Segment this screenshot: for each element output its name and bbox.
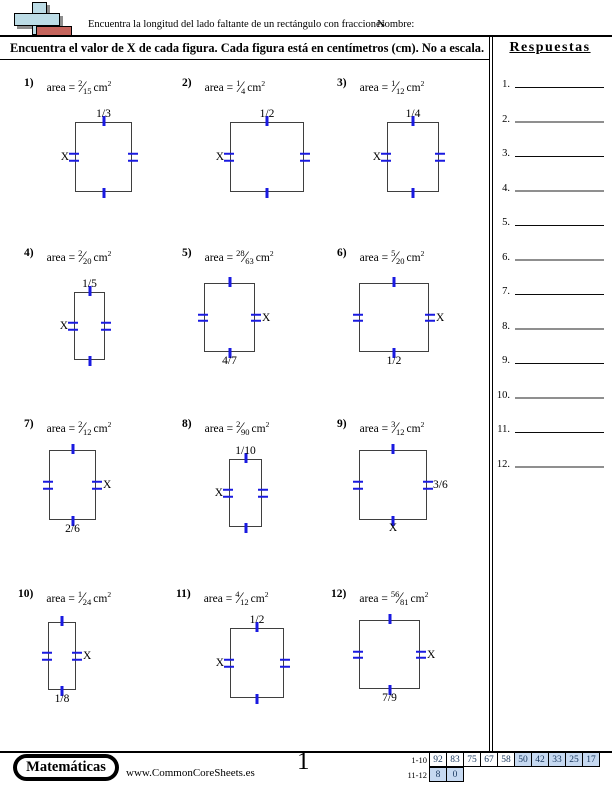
answer-number: 4. [502,183,510,194]
problem-3-header [337,78,424,97]
x-label: X [372,151,381,163]
double-tick-icon [251,313,261,322]
answer-blank-line[interactable] [515,328,604,330]
score-cell: 17 [582,752,600,767]
answer-row-5 [492,217,604,228]
x-label: X [436,311,445,324]
area-expression: area = $^2⁄_{15}$ $cm^2$ [46,78,112,96]
answer-blank-line[interactable] [515,156,604,157]
double-tick-icon [425,313,435,322]
answer-row-4 [492,183,604,194]
side-length-label: 1/2 [386,355,402,367]
problem-number: 2) [182,77,192,89]
double-tick-icon [381,153,391,162]
score-row-label: 1-10 [411,754,427,765]
score-cell: 58 [497,752,515,767]
score-cell: 33 [548,752,566,767]
answer-blank-line[interactable] [515,432,604,433]
area-expression: area = $^2⁄_{20}$ $cm^2$ [46,248,112,266]
problem-5-header [182,248,274,267]
answers-title: Respuestas [509,40,591,55]
answer-number: 12. [496,459,510,470]
double-tick-icon [353,650,363,659]
answer-row-11 [492,424,604,435]
x-label: X [60,151,69,163]
answer-number: 6. [502,252,510,263]
problem-6-rectangle [359,283,445,367]
commoncoresheets-logo-icon [14,2,78,36]
problem-4-rectangle [59,278,105,360]
problem-3-rectangle [372,108,439,192]
subject-badge-label: Matemáticas [16,757,116,778]
double-tick-icon [300,153,310,162]
score-cell: 75 [463,752,481,767]
problem-6-header [337,248,424,267]
x-label: X [388,522,398,534]
double-tick-icon [280,659,290,668]
double-tick-icon [69,153,79,162]
single-tick-icon [392,444,395,454]
double-tick-icon [423,481,433,490]
single-tick-icon [388,614,391,624]
answer-row-10 [492,390,604,401]
instruction-text: Encuentra el valor de X de cada figura. Cada figura está en centímetros (cm). No a escala. [10,41,485,55]
instruction-divider [0,59,489,61]
problem-7-header [24,419,111,438]
worksheet-title: Encuentra la longitud del lado faltante de un rectángulo con fracciones [88,19,385,30]
single-tick-icon [393,277,396,287]
score-row-2 [401,767,600,782]
x-label: X [59,320,68,332]
page-number: 1 [297,748,310,775]
side-length-label: 1/3 [96,108,111,120]
problem-2-rectangle [215,108,304,192]
score-table [401,752,600,782]
double-tick-icon [92,481,102,490]
area-expression: area = $^2⁄_{90}$ $cm^2$ [204,419,270,437]
answer-blank-line[interactable] [515,363,604,364]
answer-blank-line[interactable] [515,294,604,295]
x-label: X [215,657,224,669]
answer-blank-line[interactable] [515,190,604,192]
area-expression: area = $^1⁄_{24}$ $cm^2$ [46,589,112,607]
name-label: Nombre: [377,19,415,30]
side-length-label: 1/2 [259,108,275,120]
score-cell: 50 [514,752,532,767]
area-expression: area = $^2⁄_{12}$ $cm^2$ [46,419,112,437]
score-cell: 83 [446,752,464,767]
answer-number: 1. [502,79,510,90]
area-expression: area = $^4⁄_{12}$ $cm^2$ [203,589,269,607]
x-label: X [215,151,224,163]
double-tick-icon [198,313,208,322]
answer-number: 11. [497,424,510,435]
double-tick-icon [68,322,78,331]
score-cell: 42 [531,752,549,767]
double-tick-icon [223,489,233,498]
problem-number: 10) [18,588,34,600]
side-length-label: 1/8 [54,693,70,705]
answer-blank-line[interactable] [515,121,604,123]
single-tick-icon [256,694,259,704]
single-tick-icon [244,523,247,533]
area-expression: area = $^{56}⁄_{81}$ $cm^2$ [359,589,429,607]
answer-blank-line[interactable] [515,466,604,468]
answer-row-8 [492,321,604,332]
answer-row-7 [492,286,604,297]
problem-number: 11) [176,588,191,600]
answer-number: 9. [502,355,510,366]
side-length-label: 4/7 [222,355,237,367]
answer-number: 8. [502,321,510,332]
answer-number: 5. [502,217,510,228]
score-cell: 67 [480,752,498,767]
problem-number: 6) [337,247,347,259]
x-label: X [214,487,223,499]
single-tick-icon [71,444,74,454]
single-tick-icon [88,356,91,366]
answer-row-9 [492,355,604,366]
double-tick-icon [435,153,445,162]
problem-number: 3) [337,77,347,89]
answer-blank-line[interactable] [515,397,604,399]
answer-number: 10. [496,390,510,401]
answer-number: 7. [502,286,510,297]
website-link[interactable]: www.CommonCoreSheets.es [126,767,255,779]
problem-9-rectangle [359,450,448,534]
double-tick-icon [353,313,363,322]
score-cell: 92 [429,752,447,767]
double-tick-icon [353,481,363,490]
double-tick-icon [72,652,82,661]
problem-9-header [337,419,424,438]
double-tick-icon [101,322,111,331]
problem-8-rectangle [214,445,262,527]
x-label: X [262,311,271,324]
double-tick-icon [416,650,426,659]
area-expression: area = $^{28}⁄_{63}$ $cm^2$ [204,248,274,266]
x-label: X [103,479,112,491]
problem-number: 4) [24,247,34,259]
score-row-label: 11-12 [407,769,427,780]
problem-7-rectangle [49,450,112,535]
answer-blank-line[interactable] [515,259,604,261]
answer-row-6 [492,252,604,263]
score-cell: 8 [429,767,447,782]
x-label: X [427,648,436,661]
single-tick-icon [412,188,415,198]
problem-10-rectangle [48,622,92,705]
single-tick-icon [102,188,105,198]
problem-number: 9) [337,418,347,430]
problem-8-header [182,419,269,438]
answer-number: 2. [502,114,510,125]
problem-1-header [24,78,111,97]
double-tick-icon [43,481,53,490]
side-length-label: 7/9 [382,692,397,704]
problem-4-header [24,248,111,267]
problem-number: 7) [24,418,34,430]
side-length-label: 1/10 [235,445,256,457]
answer-row-1 [492,79,604,90]
logo-cross-patch [34,15,45,24]
area-expression: area = $^1⁄_{12}$ $cm^2$ [359,78,425,96]
problem-number: 8) [182,418,192,430]
subject-badge [13,754,119,781]
x-label: X [83,650,92,662]
problem-number: 12) [331,588,347,600]
double-tick-icon [224,153,234,162]
area-expression: area = $^1⁄_4$ $cm^2$ [204,78,266,96]
side-length-label: 1/2 [249,614,265,626]
answer-row-3 [492,148,604,159]
double-tick-icon [224,659,234,668]
problem-number: 5) [182,247,192,259]
answer-blank-line[interactable] [515,225,604,226]
single-tick-icon [266,188,269,198]
double-tick-icon [128,153,138,162]
score-row-1 [401,752,600,767]
problem-5-rectangle [204,283,271,367]
answer-row-2 [492,114,604,125]
problem-11-rectangle [215,614,284,698]
single-tick-icon [61,616,64,626]
problem-12-rectangle [359,620,436,704]
score-cell: 25 [565,752,583,767]
problem-1-rectangle [60,108,132,192]
area-expression: area = $^5⁄_{20}$ $cm^2$ [359,248,425,266]
side-length-label: 1/4 [405,108,421,120]
score-cell: 0 [446,767,464,782]
answer-number: 3. [502,148,510,159]
answer-row-12 [492,459,604,470]
problem-11-header [176,589,268,608]
problem-12-header [331,589,428,608]
problem-2-header [182,78,265,97]
problem-10-header [18,589,111,608]
side-length-label: 1/5 [82,278,97,290]
double-tick-icon [258,489,268,498]
problem-number: 1) [24,77,34,89]
header-divider [0,35,612,37]
double-tick-icon [42,652,52,661]
area-expression: area = $^3⁄_{12}$ $cm^2$ [359,419,425,437]
side-length-label: 2/6 [65,523,80,535]
single-tick-icon [228,277,231,287]
answer-blank-line[interactable] [515,87,604,88]
side-length-label: 3/6 [433,479,448,491]
